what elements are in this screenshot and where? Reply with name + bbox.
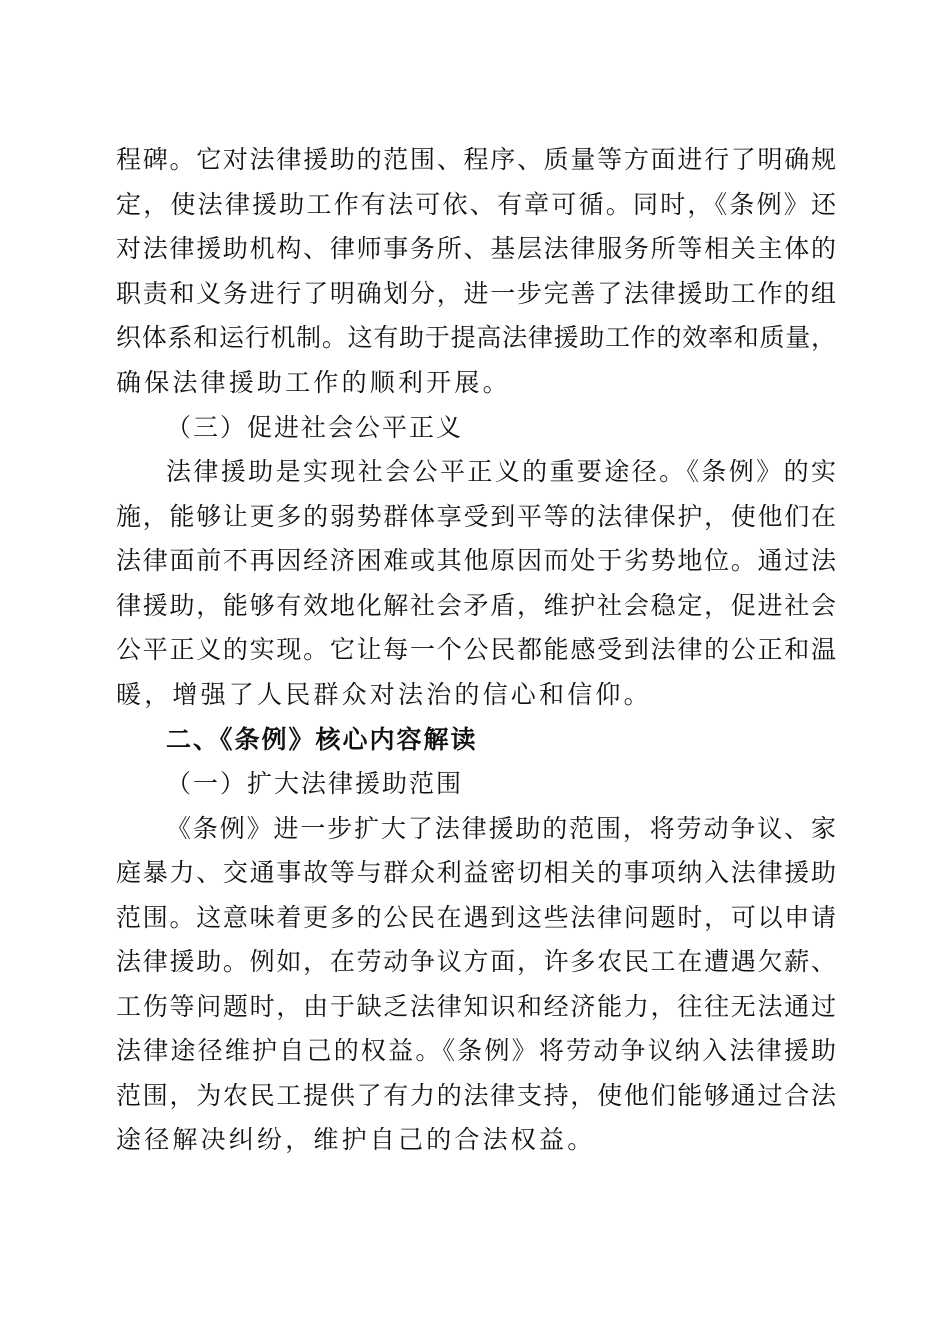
- section-heading-core-content: 二、《条例》核心内容解读: [166, 725, 478, 754]
- paragraph-line: 律援助，能够有效地化解社会矛盾，维护社会稳定，促进社会: [116, 591, 836, 620]
- paragraph-line: 工伤等问题时，由于缺乏法律知识和经济能力，往往无法通过: [116, 992, 836, 1021]
- paragraph-line: 法律援助是实现社会公平正义的重要途径。《条例》的实: [166, 457, 836, 486]
- paragraph-line: 织体系和运行机制。这有助于提高法律援助工作的效率和质量，: [116, 323, 836, 352]
- paragraph-line: 职责和义务进行了明确划分，进一步完善了法律援助工作的组: [116, 279, 836, 308]
- paragraph-line: 程碑。它对法律援助的范围、程序、质量等方面进行了明确规: [116, 145, 836, 174]
- paragraph-line: 庭暴力、交通事故等与群众利益密切相关的事项纳入法律援助: [116, 858, 836, 887]
- paragraph-line: 途径解决纠纷，维护自己的合法权益。: [116, 1125, 596, 1154]
- paragraph-line: 暖，增强了人民群众对法治的信心和信仰。: [116, 680, 652, 709]
- subheading-expand-scope: （一）扩大法律援助范围: [166, 769, 464, 798]
- subheading-promote-fairness: （三）促进社会公平正义: [166, 413, 464, 442]
- paragraph-line: 施，能够让更多的弱势群体享受到平等的法律保护，使他们在: [116, 502, 836, 531]
- paragraph-line: 范围，为农民工提供了有力的法律支持，使他们能够通过合法: [116, 1081, 836, 1110]
- paragraph-line: 法律途径维护自己的权益。《条例》将劳动争议纳入法律援助: [116, 1036, 836, 1065]
- paragraph-line: 对法律援助机构、律师事务所、基层法律服务所等相关主体的: [116, 234, 836, 263]
- paragraph-line: 法律援助。例如，在劳动争议方面，许多农民工在遭遇欠薪、: [116, 947, 836, 976]
- paragraph-line: 公平正义的实现。它让每一个公民都能感受到法律的公正和温: [116, 635, 836, 664]
- paragraph-line: 确保法律援助工作的顺利开展。: [116, 368, 511, 397]
- paragraph-line: 《条例》进一步扩大了法律援助的范围，将劳动争议、家: [166, 814, 836, 843]
- paragraph-line: 法律面前不再因经济困难或其他原因而处于劣势地位。通过法: [116, 546, 836, 575]
- paragraph-line: 定，使法律援助工作有法可依、有章可循。同时，《条例》还: [116, 190, 836, 219]
- paragraph-line: 范围。这意味着更多的公民在遇到这些法律问题时，可以申请: [116, 903, 836, 932]
